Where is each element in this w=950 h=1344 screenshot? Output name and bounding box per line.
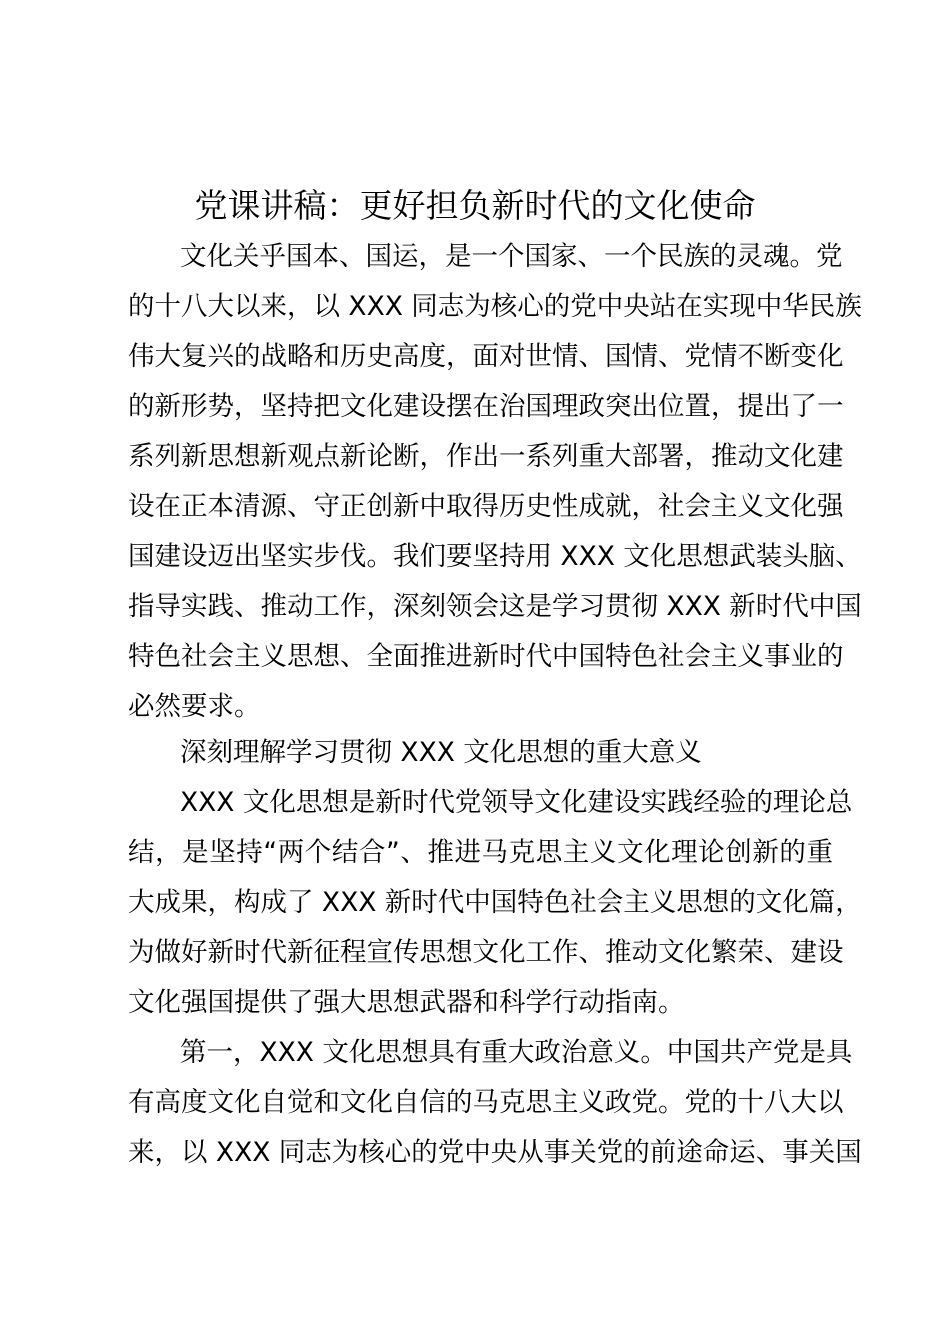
- paragraph-line: 大成果，构成了 XXX 新时代中国特色社会主义思想的文化篇，: [128, 887, 862, 918]
- paragraph-line: 国建设迈出坚实步伐。我们要坚持用 XXX 文化思想武装头脑、: [128, 541, 862, 572]
- paragraph-line: 伟大复兴的战略和历史高度，面对世情、国情、党情不断变化: [128, 341, 844, 372]
- section-heading-text: 深刻理解学习贯彻 XXX 文化思想的重大意义: [180, 737, 702, 768]
- paragraph-line: 的十八大以来，以 XXX 同志为核心的党中央站在实现中华民族: [128, 291, 862, 322]
- document-title: 党课讲稿：更好担负新时代的文化使命: [194, 186, 756, 225]
- paragraph-intro: [128, 232, 862, 732]
- section-heading: [128, 728, 833, 778]
- paragraph-line: 有高度文化自觉和文化自信的马克思主义政党。党的十八大以: [128, 1087, 844, 1118]
- paragraph-line: 结，是坚持“两个结合”、推进马克思主义文化理论创新的重: [128, 837, 833, 868]
- paragraph-line: 系列新思想新观点新论断，作出一系列重大部署，推动文化建: [128, 441, 844, 472]
- paragraph-line: 来，以 XXX 同志为核心的党中央从事关党的前途命运、事关国: [128, 1137, 862, 1168]
- paragraph-line: 必然要求。: [128, 691, 261, 722]
- paragraph-line: 文化关乎国本、国运，是一个国家、一个民族的灵魂。党: [180, 241, 843, 272]
- paragraph-line: 特色社会主义思想、全面推进新时代中国特色社会主义事业的: [128, 641, 844, 672]
- paragraph-line: XXX 文化思想是新时代党领导文化建设实践经验的理论总: [180, 787, 853, 818]
- paragraph-line: 指导实践、推动工作，深刻领会这是学习贯彻 XXX 新时代中国: [128, 591, 862, 622]
- paragraph-significance: [128, 778, 862, 1028]
- paragraph-line: 第一，XXX 文化思想具有重大政治意义。中国共产党是具: [180, 1037, 853, 1068]
- paragraph-line: 文化强国提供了强大思想武器和科学行动指南。: [128, 987, 685, 1018]
- paragraph-line: 设在正本清源、守正创新中取得历史性成就，社会主义文化强: [128, 491, 844, 522]
- paragraph-first-point: [128, 1028, 862, 1178]
- paragraph-line: 为做好新时代新征程宣传思想文化工作、推动文化繁荣、建设: [128, 937, 844, 968]
- paragraph-line: 的新形势，坚持把文化建设摆在治国理政突出位置，提出了一: [128, 391, 844, 422]
